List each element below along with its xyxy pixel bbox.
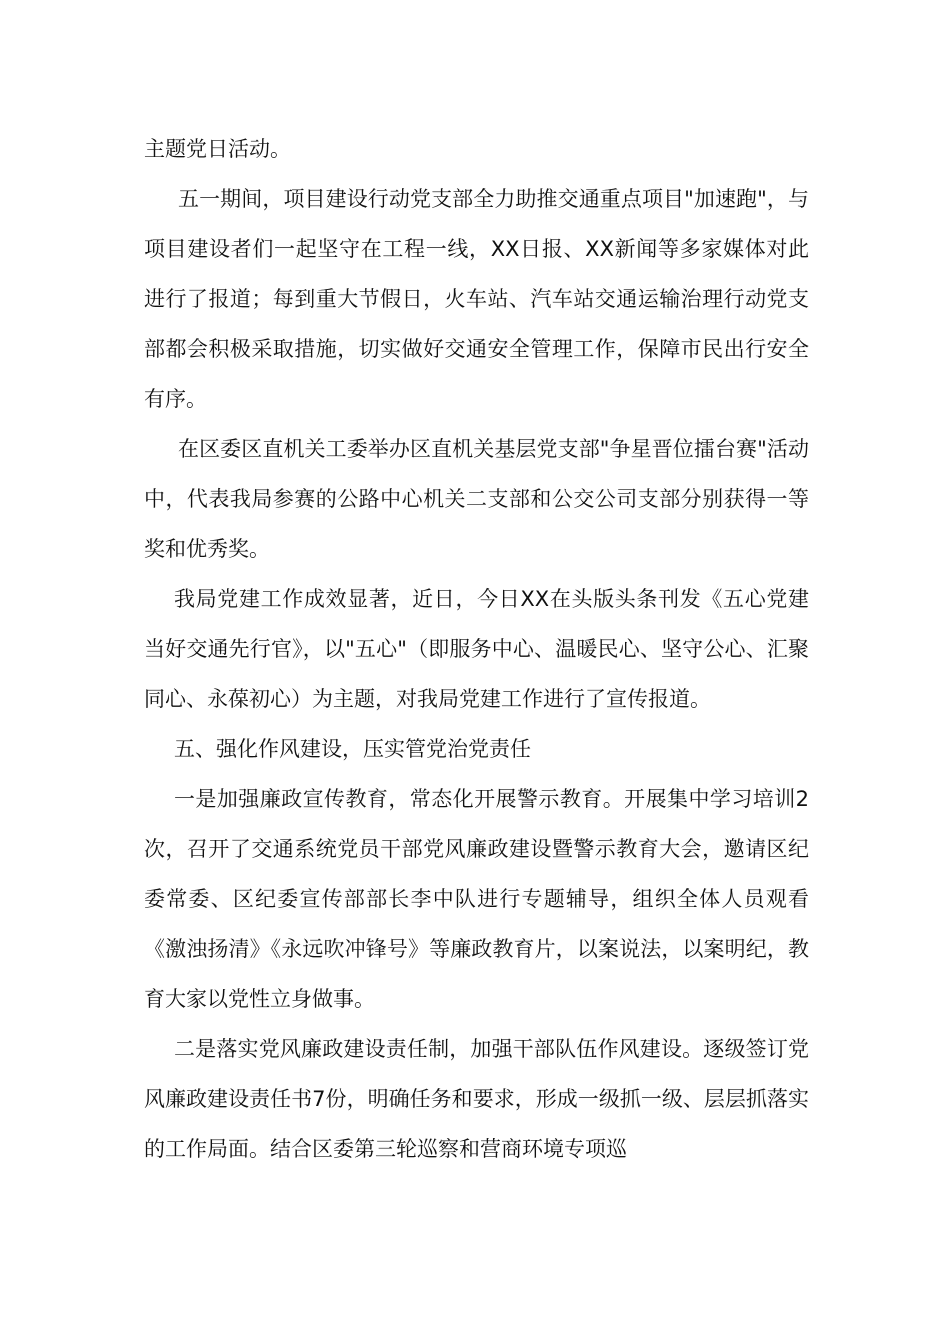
paragraph-4: 我局党建工作成效显著，近日，今日XX在头版头条刊发《五心党建当好交通先行官》，以"五心"（即服务中心、温暖民心、坚守公心、汇聚同心、永葆初心）为主题，对我局党建工作进行了宣传报道。	[144, 587, 809, 711]
paragraph-1: 主题党日活动。	[144, 137, 291, 161]
section-heading: 五、强化作风建设，压实管党治党责任	[174, 737, 531, 761]
paragraph-3: 在区委区直机关工委举办区直机关基层党支部"争星晋位擂台赛"活动中，代表我局参赛的公路中心机关二支部和公交公司支部分别获得一等奖和优秀奖。	[144, 437, 809, 561]
paragraph-6: 二是落实党风廉政建设责任制，加强干部队伍作风建设。逐级签订党风廉政建设责任书7份，明确任务和要求，形成一级抓一级、层层抓落实的工作局面。结合区委第三轮巡察和营商环境专项巡	[144, 1037, 809, 1161]
paragraph-5: 一是加强廉政宣传教育，常态化开展警示教育。开展集中学习培训2次，召开了交通系统党员干部党风廉政建设暨警示教育大会，邀请区纪委常委、区纪委宣传部部长李中队进行专题辅导，组织全体人员观看《激浊扬清》《永远吹冲锋号》等廉政教育片，以案说法，以案明纪，教育大家以党性立身做事。	[144, 787, 809, 1011]
paragraph-2: 五一期间，项目建设行动党支部全力助推交通重点项目"加速跑"，与项目建设者们一起坚守在工程一线，XX日报、XX新闻等多家媒体对此进行了报道；每到重大节假日，火车站、汽车站交通运输治理行动党支部都会积极采取措施，切实做好交通安全管理工作，保障市民出行安全有序。	[144, 187, 809, 411]
document-body	[144, 124, 809, 1174]
